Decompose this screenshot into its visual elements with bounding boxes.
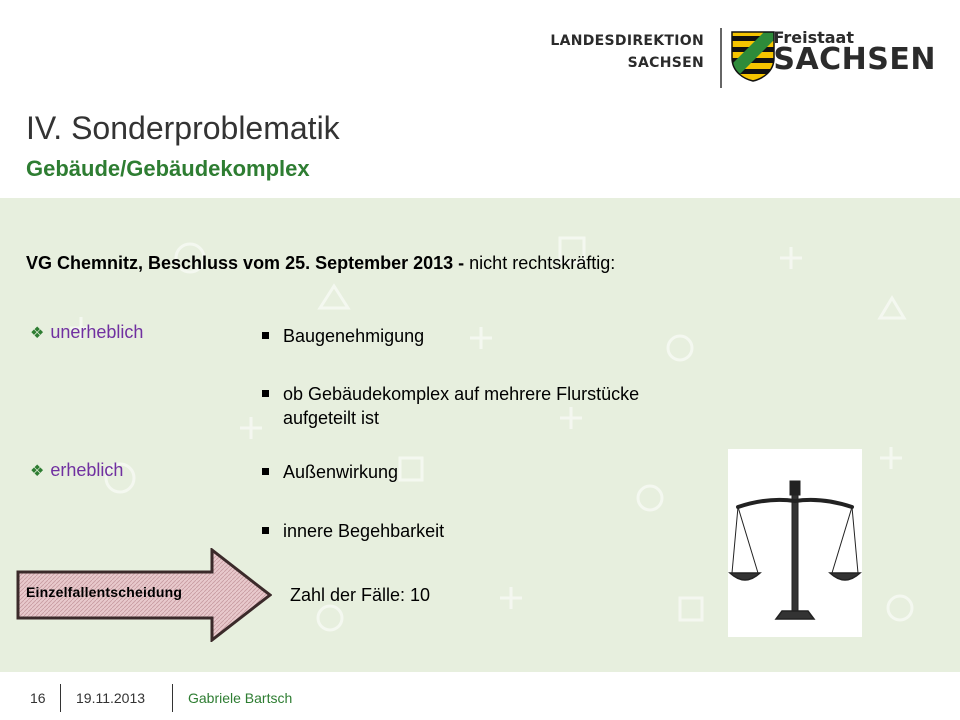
arrow-label: Einzelfallentscheidung [26,584,183,600]
case-heading-bold: VG Chemnitz, Beschluss vom 25. September 2013 - [26,253,465,273]
authority-logo-text [550,30,704,74]
footer-author: Gabriele Bartsch [188,690,293,706]
page-number: 16 [30,690,46,706]
list-item-text: innere Begehbarkeit [283,521,445,541]
list-item-text: Außenwirkung [283,462,399,482]
header-logos [550,24,936,88]
erheblich-label [30,460,123,481]
erheblich-text: erheblich [50,460,124,480]
unerheblich-label [30,322,143,343]
state-label-small: Freistaat [773,28,854,47]
slide-subtitle: Gebäude/Gebäudekomplex [26,156,310,181]
diamond-bullet-icon: ❖ [30,463,45,480]
unerheblich-text: unerheblich [50,322,144,342]
authority-line-2: SACHSEN [627,55,704,71]
case-heading-normal: nicht rechtskräftig: [464,253,616,273]
case-heading [26,253,615,274]
footer-divider [172,684,173,712]
diamond-bullet-icon: ❖ [30,325,45,342]
list-item [262,460,398,484]
authority-line-1: LANDESDIREKTION [550,33,704,49]
list-item-text: Baugenehmigung [283,326,425,346]
cases-count-text: Zahl der Fälle: 10 [290,585,431,605]
list-item-text: ob Gebäudekomplex auf mehrere Flurstücke [283,384,640,404]
list-item [262,382,782,430]
coat-of-arms-icon [730,30,776,82]
square-bullet-icon [262,527,269,534]
logo-divider [720,28,722,88]
square-bullet-icon [262,332,269,339]
list-item [262,519,444,543]
footer-date: 19.11.2013 [76,690,146,706]
square-bullet-icon [262,468,269,475]
scales-image [728,449,862,637]
list-item-text-continued: aufgeteilt ist [283,408,380,428]
state-label-big: SACHSEN [773,42,936,77]
scales-of-justice-icon [728,449,862,637]
list-item [262,324,424,348]
slide-title: IV. Sonderproblematik [26,110,340,146]
footer-divider [60,684,61,712]
square-bullet-icon [262,390,269,397]
